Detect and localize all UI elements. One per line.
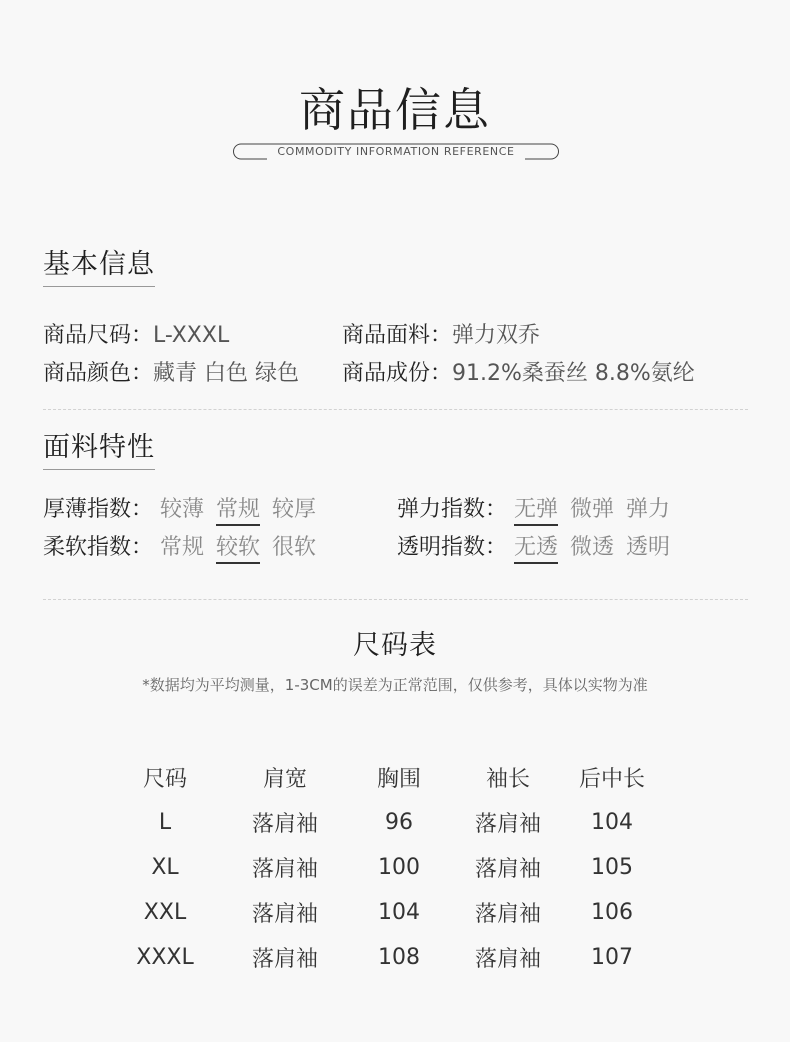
column-header: 尺码 — [142, 767, 187, 792]
table-cell: 落肩袖 — [474, 947, 541, 972]
attr-label: 厚薄指数： — [43, 497, 154, 522]
size-chart-title: 尺码表 — [353, 630, 437, 661]
table-cell: 96 — [385, 810, 413, 835]
table-cell: 落肩袖 — [474, 812, 541, 837]
divider — [43, 409, 748, 410]
table-cell: 107 — [591, 945, 633, 970]
table-cell: L — [158, 810, 172, 835]
table-cell: 落肩袖 — [251, 902, 318, 927]
table-row — [110, 800, 656, 845]
attr-option: 较薄 — [160, 497, 205, 522]
basic-info-section — [43, 247, 155, 287]
attr-row-transparency — [397, 533, 682, 563]
table-cell: 105 — [591, 855, 633, 880]
info-value: 藏青 白色 绿色 — [153, 361, 300, 386]
column-header: 肩宽 — [262, 767, 307, 792]
table-cell: 落肩袖 — [474, 857, 541, 882]
info-label: 商品尺码： — [43, 323, 154, 348]
size-chart-note: *数据均为平均测量，1-3CM的误差为正常范围，仅供参考，具体以实物为准 — [142, 676, 648, 694]
attr-row-softness — [43, 533, 328, 563]
attr-option: 弹力 — [626, 497, 671, 522]
table-cell: XL — [151, 855, 179, 880]
info-row-composition — [342, 359, 695, 389]
info-row-fabric — [342, 321, 540, 351]
table-header-row — [110, 755, 656, 800]
table-row — [110, 845, 656, 890]
basic-info-heading: 基本信息 — [43, 247, 155, 287]
attr-option: 常规 — [160, 535, 205, 560]
attr-label: 弹力指数： — [397, 497, 508, 522]
divider — [43, 599, 748, 600]
table-cell: 100 — [378, 855, 420, 880]
info-label: 商品面料： — [342, 323, 453, 348]
table-cell: 落肩袖 — [251, 857, 318, 882]
attr-option: 较软 — [216, 535, 260, 564]
info-label: 商品成份： — [342, 361, 453, 386]
table-cell: 落肩袖 — [251, 947, 318, 972]
attr-option: 微透 — [570, 535, 615, 560]
table-cell: XXL — [143, 900, 187, 925]
table-cell: 108 — [378, 945, 420, 970]
attr-option: 无弹 — [514, 497, 558, 526]
column-header: 胸围 — [376, 767, 421, 792]
subtitle-text: COMMODITY INFORMATION REFERENCE — [277, 145, 515, 158]
table-cell: 106 — [591, 900, 633, 925]
attr-option: 透明 — [626, 535, 671, 560]
attr-option: 常规 — [216, 497, 260, 526]
attr-row-thickness — [43, 495, 328, 525]
column-header: 后中长 — [578, 767, 645, 792]
table-cell: 落肩袖 — [251, 812, 318, 837]
table-row — [110, 890, 656, 935]
attr-option: 无透 — [514, 535, 558, 564]
table-cell: 104 — [591, 810, 633, 835]
attr-label: 透明指数： — [397, 535, 508, 560]
info-value: 弹力双乔 — [452, 323, 541, 348]
attr-label: 柔软指数： — [43, 535, 154, 560]
info-value: 91.2%桑蚕丝 8.8%氨纶 — [452, 361, 695, 386]
table-cell: XXXL — [136, 945, 194, 970]
size-table — [110, 755, 656, 980]
attr-option: 较厚 — [272, 497, 317, 522]
page-title: 商品信息 — [299, 83, 491, 137]
info-value: L-XXXL — [153, 323, 230, 348]
table-row — [110, 935, 656, 980]
fabric-section — [43, 430, 155, 470]
info-row-size — [43, 321, 229, 351]
info-label: 商品颜色： — [43, 361, 154, 386]
attr-option: 微弹 — [570, 497, 615, 522]
info-row-color — [43, 359, 299, 389]
column-header: 袖长 — [485, 767, 530, 792]
attr-row-elasticity — [397, 495, 682, 525]
fabric-heading: 面料特性 — [43, 430, 155, 470]
attr-option: 很软 — [272, 535, 317, 560]
table-cell: 104 — [378, 900, 420, 925]
table-cell: 落肩袖 — [474, 902, 541, 927]
subtitle-banner — [233, 143, 559, 160]
